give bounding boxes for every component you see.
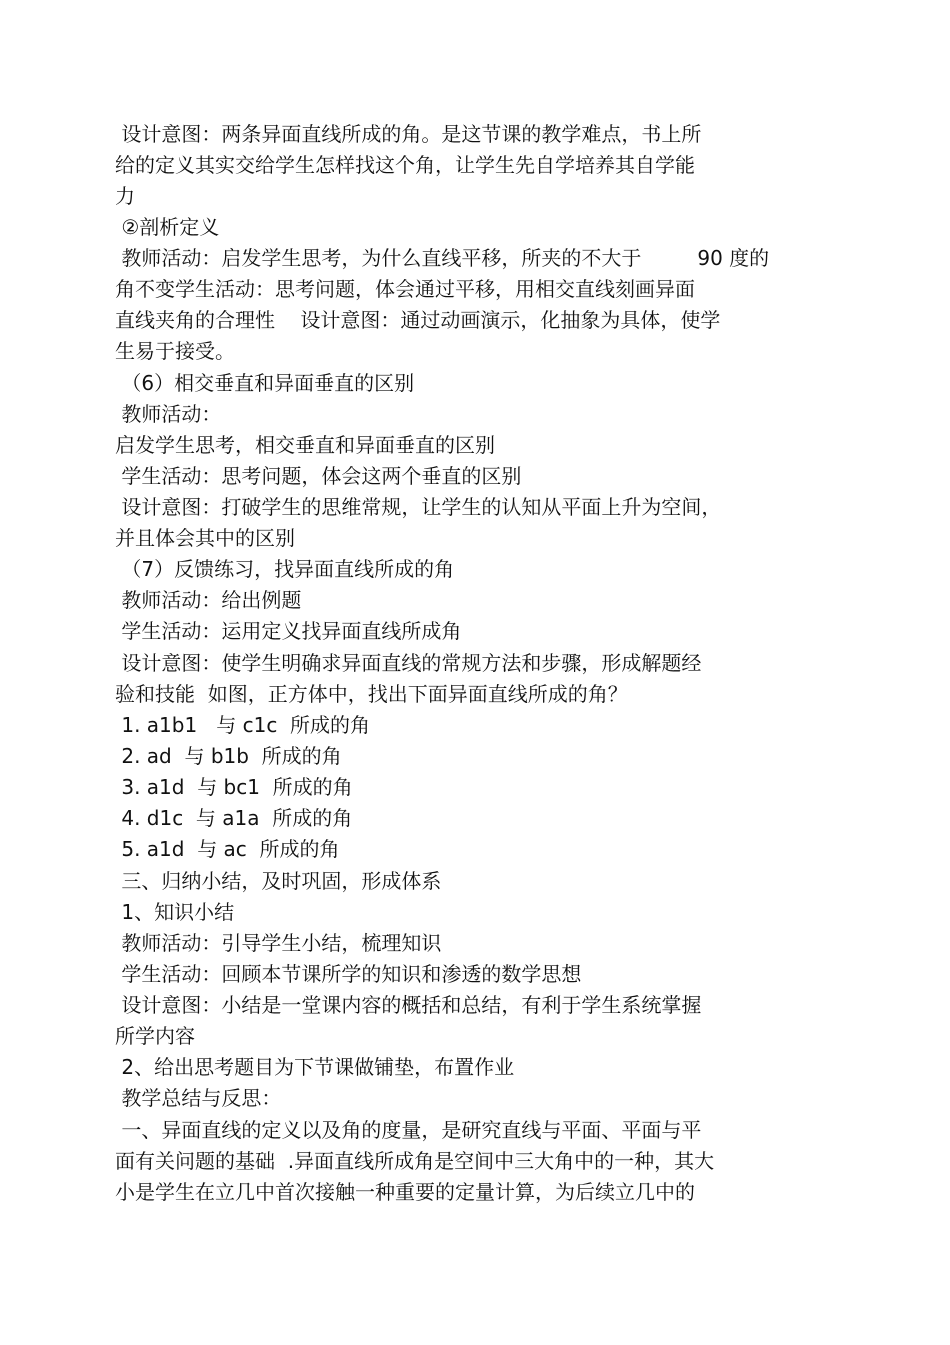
text-line: 设计意图：打破学生的思维常规，让学生的认知从平面上升为空间， xyxy=(115,495,722,519)
exercise-item: 3. a1d 与 bc1 所成的角 xyxy=(115,775,353,799)
text-line: 角不变学生活动：思考问题，体会通过平移，用相交直线刻画异面 xyxy=(115,277,695,301)
exercise-item: 4. d1c 与 a1a 所成的角 xyxy=(115,806,353,830)
section-heading: 三、归纳小结，及时巩固，形成体系 xyxy=(115,869,442,893)
exercise-item: 1. a1b1 与 c1c 所成的角 xyxy=(115,713,371,737)
text-line: ②剖析定义 xyxy=(115,215,220,239)
text-line: 给的定义其实交给学生怎样找这个角，让学生先自学培养其自学能 xyxy=(115,153,695,177)
text-line: 直线夹角的合理性 设计意图：通过动画演示，化抽象为具体，使学 xyxy=(115,308,721,332)
text-line: 教师活动：引导学生小结，梳理知识 xyxy=(115,931,442,955)
section-heading: 教学总结与反思： xyxy=(115,1086,282,1110)
text-line: 2、给出思考题目为下节课做铺垫，布置作业 xyxy=(115,1055,515,1079)
text-line: 验和技能 如图，正方体中，找出下面异面直线所成的角？ xyxy=(115,682,628,706)
text-line: 启发学生思考，相交垂直和异面垂直的区别 xyxy=(115,433,495,457)
text-line: 学生活动：回顾本节课所学的知识和渗透的数学思想 xyxy=(115,962,582,986)
text-line: 并且体会其中的区别 xyxy=(115,526,295,550)
exercise-item: 2. ad 与 b1b 所成的角 xyxy=(115,744,342,768)
section-heading: （6）相交垂直和异面垂直的区别 xyxy=(115,371,415,395)
text-line: 小是学生在立几中首次接触一种重要的定量计算，为后续立几中的 xyxy=(115,1180,695,1204)
section-heading: （7）反馈练习，找异面直线所成的角 xyxy=(115,557,455,581)
text-line: 设计意图：两条异面直线所成的角。是这节课的教学难点，书上所 xyxy=(115,122,702,146)
text-line: 生易于接受。 xyxy=(115,339,235,363)
exercise-item: 5. a1d 与 ac 所成的角 xyxy=(115,837,340,861)
text-line: 1、知识小结 xyxy=(115,900,235,924)
text-line: 力 xyxy=(115,184,135,208)
text-line: 设计意图：小结是一堂课内容的概括和总结，有利于学生系统掌握 xyxy=(115,993,702,1017)
text-line: 教师活动：给出例题 xyxy=(115,588,302,612)
text-line: 所学内容 xyxy=(115,1024,195,1048)
text-line: 设计意图：使学生明确求异面直线的常规方法和步骤，形成解题经 xyxy=(115,651,702,675)
text-line: 学生活动：思考问题，体会这两个垂直的区别 xyxy=(115,464,522,488)
text-line: 教师活动：启发学生思考，为什么直线平移，所夹的不大于 90 度的 xyxy=(115,246,770,270)
text-line: 面有关问题的基础 .异面直线所成角是空间中三大角中的一种，其大 xyxy=(115,1149,715,1173)
text-line: 教师活动： xyxy=(115,402,222,426)
text-line: 学生活动：运用定义找异面直线所成角 xyxy=(115,619,462,643)
text-line: 一、异面直线的定义以及角的度量，是研究直线与平面、平面与平 xyxy=(115,1118,702,1142)
